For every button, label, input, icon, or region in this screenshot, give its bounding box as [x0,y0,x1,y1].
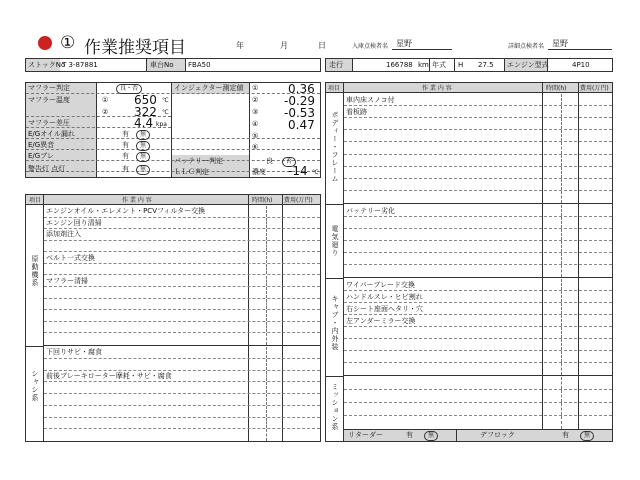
work-row [344,265,612,277]
engine-value: 4P10 [572,61,590,69]
warning-no: 無 [136,165,150,175]
work-row [344,377,612,390]
eg-noise-label: E/G異音 [28,141,55,149]
work-row [44,229,320,241]
eg-oil-label: E/Gオイル漏れ [28,130,75,138]
work-row-text: 看板跡 [346,107,367,116]
stock-label: ストックNo [28,61,66,69]
work-row [344,403,612,416]
left-h-item: 項目 [29,197,42,204]
work-row [344,217,612,229]
work-row [344,253,612,265]
work-row [44,347,320,359]
work-row [344,191,612,203]
work-row [344,167,612,179]
work-row-text: 左アンダーミラー交換 [346,316,416,325]
retarder-no: 無 [424,431,438,441]
work-row [344,229,612,241]
eg-shake-yes: 有 [122,152,129,160]
temp1-mark: ① [102,96,109,104]
work-row [44,382,320,394]
work-row [344,106,612,118]
work-row-text: エンジンオイル・エレメント・PCVフィルター交換 [46,207,206,216]
work-row-text: ハンドルスレ・ヒビ割れ [346,292,423,301]
press-unit: kpa [156,121,167,128]
work-row [44,418,320,430]
right-h-cost: 費用(万円) [580,85,609,92]
muffler-judge-label: マフラー判定 [28,84,70,92]
work-row-text: 車内床スノコ付 [346,95,395,104]
warning-yes: 有 [122,165,129,173]
work-row [44,287,320,299]
eg-oil-no: 無 [136,130,150,140]
press-value: 4.4 [134,116,154,130]
retarder-yes: 有 [406,431,413,439]
work-row-text: ワイパーブレード交換 [346,280,416,289]
conc-unit: ℃ [312,169,319,176]
muffler-temp-label: マフラー温度 [28,96,70,104]
era-value: H [458,61,464,69]
right-sec2-label: 電気廻り [331,225,339,257]
work-row [44,299,320,311]
inj-mark-3: ③ [252,108,259,116]
month-label: 月 [280,41,288,50]
inspector-in-name: 星野 [396,39,412,48]
work-row-text: 前後ブレーキローター摩耗・サビ・腐食 [46,371,172,380]
battery-bad: 否 [282,157,296,167]
work-row [44,276,320,288]
model-value: FBA50 [188,61,211,69]
inspector-in-underline [392,49,452,50]
work-row [344,94,612,106]
inj-value-1: 0.36 [288,82,315,96]
temp1-unit: ℃ [162,97,169,104]
info-right [325,58,613,72]
work-row [344,416,612,429]
diff-yes: 有 [562,431,569,439]
work-row [344,339,612,351]
inj-mark-4: ④ [252,120,259,128]
work-row-text: ベルト一式交換 [46,253,95,262]
diff-no: 無 [580,431,594,441]
llc-label: ＬＬＣ判定 [174,168,209,176]
work-row [344,241,612,253]
mileage-label: 走行 [329,61,343,69]
work-row [44,252,320,264]
mileage-unit: km [418,61,429,69]
injector-label: インジェクター測定値 [174,84,244,92]
inj-mark-5: ⑤ [252,132,259,140]
conc-value: -14 [288,164,308,178]
work-row [44,322,320,334]
work-row [344,303,612,315]
battery-label: バッテリー判定 [174,157,223,165]
work-row [44,359,320,371]
muffler-block [25,82,321,178]
work-row-text: エンジン回り清掃 [46,218,102,227]
retarder-label: リターダー [348,431,383,439]
work-row [344,179,612,191]
work-row-text: 下回りサビ・腐食 [46,348,102,357]
right-h-content: 作 業 内 容 [422,85,452,92]
eg-noise-yes: 有 [122,141,129,149]
eg-shake-label: E/Gブレ [28,152,54,160]
work-row-text: バッテリー劣化 [346,206,395,215]
battery-good: 良 [266,157,273,165]
left-h-content: 作 業 内 容 [122,197,152,204]
right-work-table [325,82,613,442]
eg-oil-yes: 有 [122,130,129,138]
temp2-unit: ℃ [162,109,169,116]
work-row [344,130,612,142]
work-row [44,406,320,418]
inspector-detail-underline [548,49,612,50]
warning-label: 警告灯 点灯 [28,165,66,173]
left-h-time: 時間(h) [252,197,273,204]
work-row [344,351,612,363]
year-value: 27.5 [478,61,494,69]
inspector-detail-name: 星野 [552,39,568,48]
info-left [25,58,321,72]
work-row [44,241,320,253]
work-row [44,371,320,383]
eg-noise-no: 無 [136,141,150,151]
work-row [344,363,612,375]
model-label: 車台No [150,61,174,69]
work-row [344,390,612,403]
right-h-time: 時間(h) [546,85,567,92]
year-model-label: 年式 [432,61,446,69]
inspector-detail-label: 詳細点検者名 [508,43,545,50]
work-row-text: マフラー清掃 [46,276,88,285]
inj-value-3: -0.53 [284,106,316,120]
work-row [344,155,612,167]
work-row [344,118,612,130]
work-row [344,142,612,154]
inj-value-2: -0.29 [284,94,316,108]
temp2-value: 322 [134,105,157,119]
inspector-in-label: 入庫点検者名 [352,43,389,50]
work-row [344,315,612,327]
work-row [44,218,320,230]
eg-shake-no: 無 [136,152,150,162]
inj-mark-1: ① [252,84,259,92]
work-row [44,333,320,345]
left-sec2-label: シャシ系 [31,370,39,402]
work-row-text: 右シート座面ヘタリ・穴 [346,304,423,313]
right-sec4-label: ミッション系 [331,383,339,431]
conc-label: 濃度 [252,168,266,176]
left-h-cost: 費用(万円) [284,197,313,204]
inj-mark-6: ⑥ [252,143,259,151]
title-circle-number: ① [60,33,76,53]
right-sec3-label: キャブ・内外装 [331,295,339,351]
temp1-value: 650 [134,93,157,107]
work-row [344,279,612,291]
inj-mark-2: ② [252,96,259,104]
day-label: 日 [318,41,326,50]
stock-value: T 3-87881 [62,61,98,69]
work-row [44,429,320,441]
left-sec1-label: 原動機系 [31,255,39,287]
muffler-judge-value: 良・否 [116,84,142,94]
work-row [344,291,612,303]
right-sec1-label: ボディー・フレーム [331,111,339,183]
logo-icon [38,36,52,50]
diff-label: デフロック [480,431,515,439]
work-row [44,394,320,406]
left-work-table [25,194,321,442]
temp2-mark: ② [102,108,109,116]
work-row [344,205,612,217]
engine-label: エンジン型式 [507,61,549,69]
muffler-press-label: マフラー差圧 [28,119,70,127]
work-row [344,327,612,339]
work-row [44,310,320,322]
inj-value-4: 0.47 [288,118,315,132]
right-h-item: 項目 [328,85,341,92]
mileage-value: 166788 [386,61,413,69]
work-row [44,206,320,218]
work-row [44,264,320,276]
year-label: 年 [236,41,244,50]
work-row-text: 添加剤注入 [46,230,81,239]
page-title: 作業推奨項目 [84,38,186,58]
